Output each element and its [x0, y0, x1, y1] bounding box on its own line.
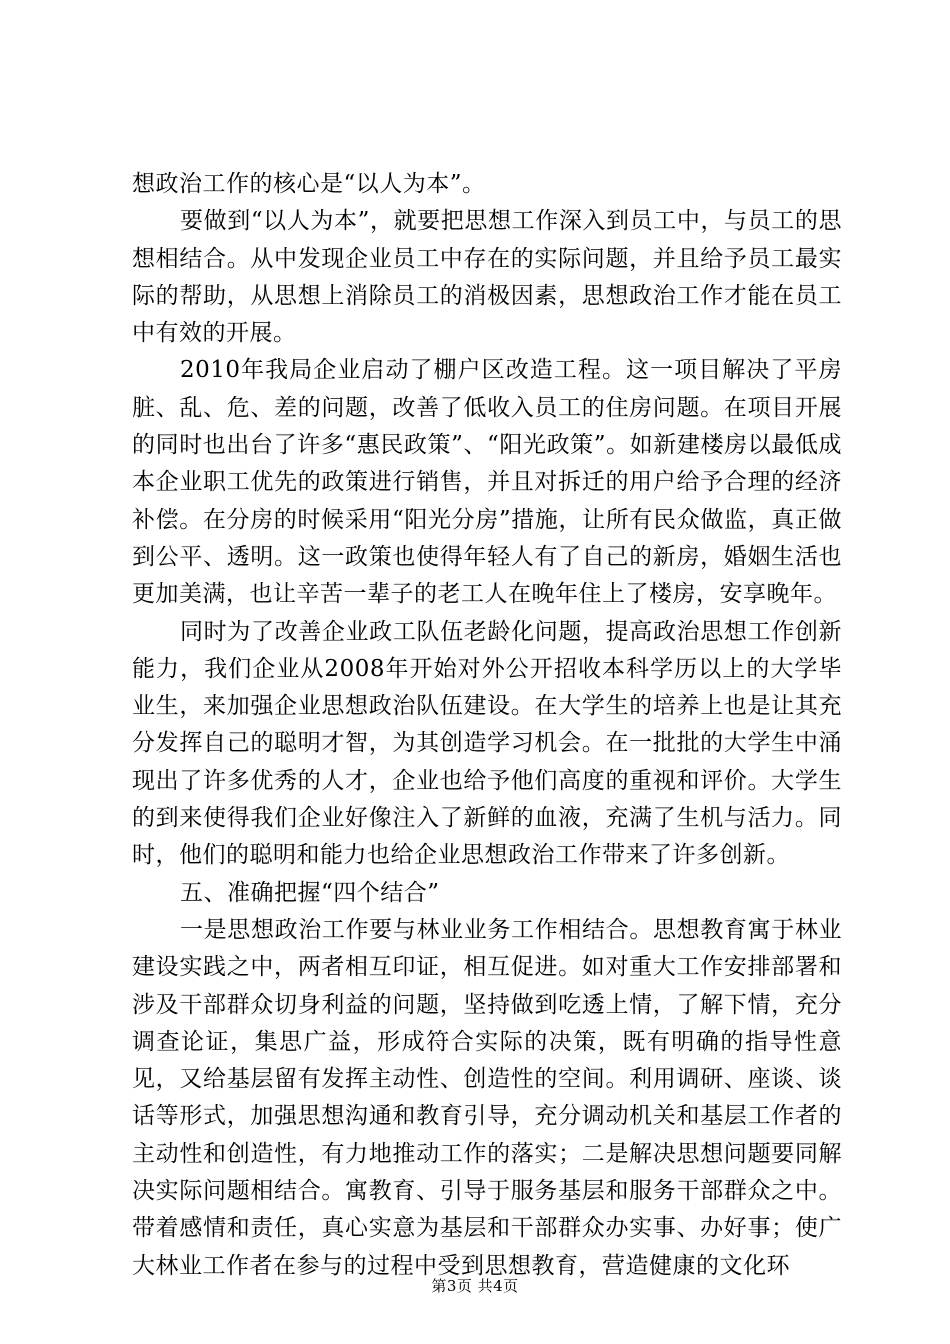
- paragraph-shantytown-renovation: 2010年我局企业启动了棚户区改造工程。这一项目解决了平房脏、乱、危、差的问题，改善了低收入员工的住房问题。在项目开展的同时也出台了许多“惠民政策”、“阳光政策”。如新建楼房以最低成本企业职工优先的政策进行销售，并且对拆迁的用户给予合理的经济补偿。在分房的时候采用“阳光分房”措施，让所有民众做监，真正做到公平、透明。这一政策也使得年轻人有了自己的新房，婚姻生活也更加美满，也让辛苦一辈子的老工人在晚年住上了楼房，安享晚年。: [132, 357, 842, 608]
- section-heading-four-combinations: 五、准确把握“四个结合”: [180, 879, 440, 906]
- page-number-footer: 第3页 共4页: [431, 1277, 519, 1295]
- paragraph-forestry-combination: 一是思想政治工作要与林业业务工作相结合。思想教育寓于林业建设实践之中，两者相互印证，相互促进。如对重大工作安排部署和涉及干部群众切身利益的问题，坚持做到吃透上情，了解下情，充分调查论证，集思广益，形成符合实际的决策，既有明确的指导性意见，又给基层留有发挥主动性、创造性的空间。利用调研、座谈、谈话等形式，加强思想沟通和教育引导，充分调动机关和基层工作者的主动性和创造性，有力地推动工作的落实；二是解决思想问题要同解决实际问题相结合。寓教育、引导于服务基层和服务干部群众之中。带着感情和责任，真心实意为基层和干部群众办实事、办好事；使广大林业工作者在参与的过程中受到思想教育，营造健康的文化环: [132, 916, 842, 1279]
- paragraph-graduate-recruitment: 同时为了改善企业政工队伍老龄化问题，提高政治思想工作创新能力，我们企业从2008年开始对外公开招收本科学历以上的大学毕业生，来加强企业思想政治队伍建设。在大学生的培养上也是让其充分发挥自己的聪明才智，为其创造学习机会。在一批批的大学生中涌现出了许多优秀的人才，企业也给予他们高度的重视和评价。大学生的到来使得我们企业好像注入了新鲜的血液，充满了生机与活力。同时，他们的聪明和能力也给企业思想政治工作带来了许多创新。: [132, 618, 842, 869]
- paragraph-continuation: 想政治工作的核心是“以人为本”。: [132, 171, 486, 197]
- document-body: [132, 166, 842, 1285]
- paragraph-people-oriented: 要做到“以人为本”，就要把思想工作深入到员工中，与员工的思想相结合。从中发现企业员工中存在的实际问题，并且给予员工最实际的帮助，从思想上消除员工的消极因素，思想政治工作才能在员工中有效的开展。: [132, 208, 842, 347]
